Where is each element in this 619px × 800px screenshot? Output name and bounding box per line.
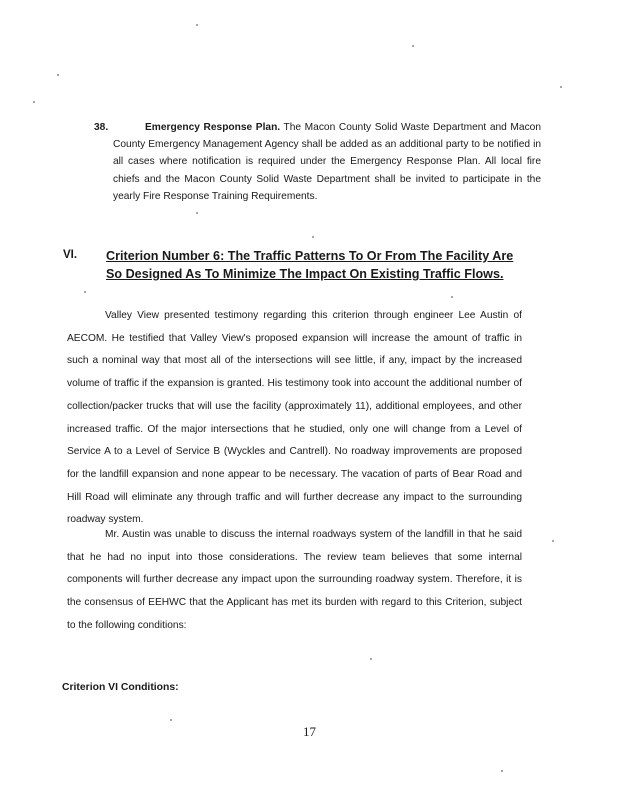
paragraph-consensus: Mr. Austin was unable to discuss the internal roadways system of the landfill in that he said that he had no input into those considerations. The review team believes that some internal components will further decrease any impact upon the surrounding roadway system. Therefore, it is the consensus of EEHWC that the Applicant has met its burden with regard to this Criterion, subject to the following conditions: xyxy=(67,529,522,631)
conditions-heading: Criterion VI Conditions: xyxy=(62,682,179,693)
scan-speck xyxy=(57,74,59,76)
page-number: 17 xyxy=(303,724,316,739)
item-text: The Macon County Solid Waste Department and Macon County Emergency Management Agency shall be added as an additional party to be notified in all cases where notification is required under the Emergency Response Plan. All local fire chiefs and the Macon County Solid Waste Department shall be invited to participate in the yearly Fire Response Training Requirements. xyxy=(113,122,541,202)
paragraph-testimony: Valley View presented testimony regarding this criterion through engineer Lee Austin of AECOM. He testified that Valley View's proposed expansion will increase the amount of traffic in such a nominal way that most all of the intersections will see little, if any, impact by the increased volume of traffic if the expansion is granted. His testimony took into account the additional number of collection/packer trucks that will use the facility (approximately 11), additional employees, and other increased traffic. Of the major intersections that he studied, only one will change from a Level of Service A to a Level of Service B (Wyckles and Cantrell). No roadway improvements are proposed for the landfill expansion and none appear to be necessary. The vacation of parts of Bear Road and Hill Road will eliminate any through traffic and will further decrease any impact to the surrounding roadway system. xyxy=(67,310,522,526)
scan-speck xyxy=(84,291,86,293)
scan-speck xyxy=(196,212,198,214)
scan-speck xyxy=(170,719,172,721)
scan-speck xyxy=(412,45,414,47)
condition-item-38 xyxy=(94,119,541,205)
scan-speck xyxy=(370,658,372,660)
section-title: Criterion Number 6: The Traffic Patterns To Or From The Facility Are So Designed As To Minimize The Impact On Existing Traffic Flows. xyxy=(106,249,514,281)
scan-speck xyxy=(560,86,562,88)
scan-speck xyxy=(312,236,314,238)
section-number: VI. xyxy=(63,249,78,261)
scan-speck xyxy=(196,24,198,26)
item-number: 38. xyxy=(94,122,109,133)
item-body xyxy=(113,119,541,205)
scan-speck xyxy=(501,770,503,772)
scan-speck xyxy=(33,101,35,103)
item-heading: Emergency Response Plan. xyxy=(145,122,281,133)
scan-speck xyxy=(552,540,554,542)
scan-speck xyxy=(451,296,453,298)
